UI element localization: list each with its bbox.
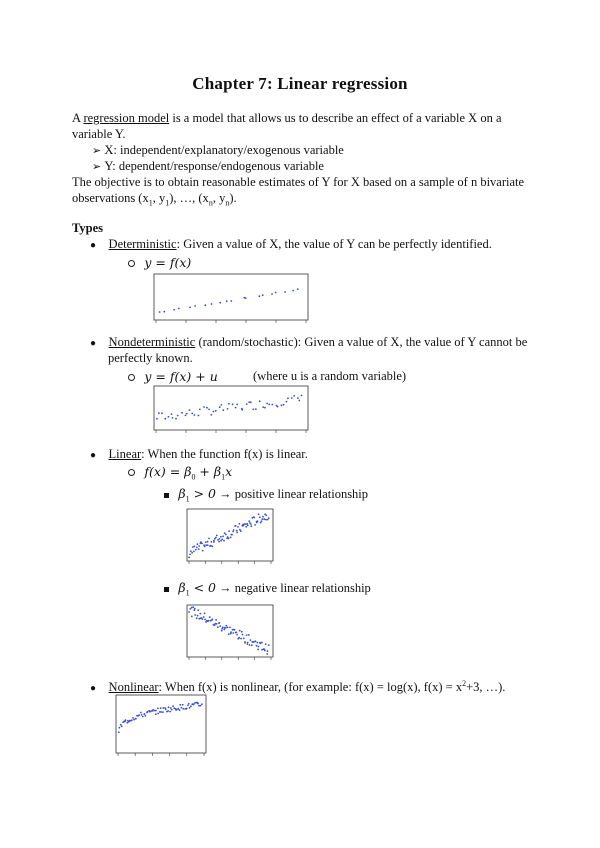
bullet-icon: ● xyxy=(90,450,97,461)
objective-line-2: observations ($x_1$, $y_1$), …, ($x_n$, $y_n$). xyxy=(72,191,237,208)
deterministic-item: ● Deterministic: Given a value of X, the value of Y can be perfectly identified. xyxy=(90,237,492,251)
scatter-point xyxy=(127,722,129,724)
scatter-point xyxy=(157,713,159,715)
scatter-point xyxy=(227,408,229,410)
scatter-point xyxy=(199,613,201,615)
scatter-point xyxy=(198,545,200,547)
scatter-point xyxy=(219,302,221,304)
page-title: Chapter 7: Linear regression xyxy=(192,74,408,93)
scatter-point xyxy=(253,517,255,519)
scatter-point xyxy=(230,631,232,633)
scatter-point xyxy=(164,418,166,420)
scatter-point xyxy=(267,519,269,521)
scatter-point xyxy=(261,520,263,522)
scatter-point xyxy=(186,413,188,415)
scatter-point xyxy=(182,704,184,706)
bullet-icon: ● xyxy=(90,240,97,251)
scatter-point xyxy=(230,537,232,539)
scatter-point xyxy=(215,619,217,621)
scatter-point xyxy=(241,409,243,411)
intro-line-2: variable Y. xyxy=(72,127,126,141)
objective-line-1: The objective is to obtain reasonable estimates of Y for X based on a sample of n bivariate xyxy=(72,175,525,189)
scatter-point xyxy=(266,403,268,405)
scatter-point xyxy=(262,294,264,296)
scatter-point xyxy=(210,414,212,416)
scatter-point xyxy=(223,540,225,542)
arrowhead-icon: ➢ xyxy=(92,145,102,157)
scatter-point xyxy=(178,308,180,310)
scatter-point xyxy=(245,297,247,299)
scatter-point xyxy=(228,530,230,532)
scatter-point xyxy=(229,627,231,629)
scatter-point xyxy=(199,409,201,411)
scatter-point xyxy=(264,407,266,409)
scatter-point xyxy=(189,409,191,411)
scatter-point xyxy=(201,543,203,545)
scatter-point xyxy=(168,706,170,708)
scatter-point xyxy=(217,626,219,628)
scatter-point xyxy=(212,546,214,548)
scatter-point xyxy=(160,711,162,713)
regression-model-term: regression model xyxy=(83,111,170,125)
scatter-point xyxy=(198,705,200,707)
scatter-point xyxy=(156,418,158,420)
scatter-point xyxy=(172,417,174,419)
scatter-point xyxy=(189,608,191,610)
scatter-point xyxy=(179,709,181,711)
plot-frame xyxy=(154,386,308,430)
scatter-point xyxy=(208,409,210,411)
scatter-point xyxy=(221,630,223,632)
scatter-point xyxy=(240,530,242,532)
arrowhead-icon: ➢ xyxy=(92,161,102,173)
scatter-point xyxy=(207,544,209,546)
scatter-point xyxy=(232,632,234,634)
scatter-point xyxy=(135,718,137,720)
scatter-point xyxy=(256,642,258,644)
scatter-point xyxy=(259,516,261,518)
scatter-point xyxy=(255,408,257,410)
scatter-point xyxy=(208,620,210,622)
scatter-point xyxy=(261,518,263,520)
scatter-point xyxy=(255,640,257,642)
scatter-point xyxy=(236,532,238,534)
circle-bullet-icon xyxy=(128,469,135,476)
scatter-point xyxy=(216,623,218,625)
scatter-point xyxy=(228,403,230,405)
scatter-point xyxy=(155,713,157,715)
scatter-point xyxy=(196,547,198,549)
scatter-point xyxy=(204,546,206,548)
scatter-point xyxy=(287,397,289,399)
negative-linear-scatter-plot xyxy=(183,603,277,663)
scatter-point xyxy=(268,404,270,406)
scatter-point xyxy=(185,415,187,417)
scatter-point xyxy=(194,702,196,704)
scatter-point xyxy=(250,525,252,527)
scatter-point xyxy=(250,523,252,525)
scatter-point xyxy=(292,290,294,292)
scatter-point xyxy=(219,625,221,627)
scatter-point xyxy=(252,408,254,410)
scatter-point xyxy=(264,650,266,652)
scatter-point xyxy=(188,556,190,558)
scatter-point xyxy=(191,413,193,415)
scatter-point xyxy=(194,546,196,548)
scatter-point xyxy=(226,300,228,302)
scatter-point xyxy=(251,644,253,646)
scatter-point xyxy=(248,634,250,636)
scatter-point xyxy=(241,631,243,633)
scatter-point xyxy=(219,622,221,624)
scatter-point xyxy=(195,549,197,551)
random-variable-note: (where u is a random variable) xyxy=(253,369,407,383)
bullet-icon: ● xyxy=(90,338,97,349)
scatter-point xyxy=(243,525,245,527)
scatter-point xyxy=(246,634,248,636)
scatter-point xyxy=(206,407,208,409)
scatter-point xyxy=(165,708,167,710)
scatter-point xyxy=(197,543,199,545)
scatter-point xyxy=(211,541,213,543)
bullet-icon: ● xyxy=(90,683,97,695)
scatter-point xyxy=(238,523,240,525)
scatter-point xyxy=(168,416,170,418)
negative-relationship-item: $\beta_1 < 0$ → negative linear relationship xyxy=(164,579,371,602)
scatter-point xyxy=(225,534,227,536)
scatter-point xyxy=(194,414,196,416)
scatter-point xyxy=(218,541,220,543)
scatter-point xyxy=(147,711,149,713)
deterministic-scatter-plot xyxy=(150,272,312,326)
scatter-point xyxy=(293,395,295,397)
scatter-point xyxy=(235,525,237,527)
scatter-point xyxy=(193,551,195,553)
scatter-point xyxy=(213,541,215,543)
scatter-point xyxy=(191,552,193,554)
scatter-point xyxy=(163,311,165,313)
scatter-point xyxy=(190,550,192,552)
scatter-point xyxy=(225,625,227,627)
scatter-point xyxy=(248,520,250,522)
scatter-point xyxy=(284,291,286,293)
x-variable-item: ➢ X: independent/explanatory/exogenous variable xyxy=(92,143,344,157)
scatter-point xyxy=(231,534,233,536)
scatter-point xyxy=(243,638,245,640)
scatter-point xyxy=(237,526,239,528)
scatter-point xyxy=(118,731,120,733)
scatter-point xyxy=(215,410,217,412)
scatter-point xyxy=(158,412,160,414)
linear-formula: $f(x) = \beta_0 + \beta_1x$ xyxy=(128,463,232,486)
scatter-point xyxy=(263,518,265,520)
scatter-point xyxy=(205,541,207,543)
scatter-point xyxy=(261,642,263,644)
scatter-point xyxy=(179,704,181,706)
scatter-point xyxy=(298,400,300,402)
scatter-point xyxy=(162,711,164,713)
scatter-point xyxy=(186,708,188,710)
scatter-point xyxy=(291,397,293,399)
scatter-point xyxy=(257,520,259,522)
scatter-point xyxy=(265,519,267,521)
nondeterministic-formula: y = f(x) + u xyxy=(128,368,218,386)
scatter-point xyxy=(208,538,210,540)
scatter-point xyxy=(167,710,169,712)
scatter-point xyxy=(221,538,223,540)
scatter-point xyxy=(197,703,199,705)
scatter-point xyxy=(131,719,133,721)
scatter-point xyxy=(141,714,143,716)
scatter-point xyxy=(268,517,270,519)
scatter-point xyxy=(271,293,273,295)
scatter-point xyxy=(145,715,147,717)
scatter-point xyxy=(258,646,260,648)
scatter-point xyxy=(213,411,215,413)
scatter-point xyxy=(155,710,157,712)
scatter-point xyxy=(301,395,303,397)
scatter-point xyxy=(246,403,248,405)
scatter-point xyxy=(277,406,279,408)
scatter-point xyxy=(240,638,242,640)
scatter-point xyxy=(188,611,190,613)
square-bullet-icon xyxy=(164,493,169,498)
scatter-point xyxy=(196,617,198,619)
nondeterministic-item: ● Nondeterministic (random/stochastic): Given a value of X, the value of Y cannot be xyxy=(90,335,528,349)
scatter-point xyxy=(283,404,285,406)
scatter-point xyxy=(257,649,259,651)
scatter-point xyxy=(203,616,205,618)
scatter-point xyxy=(228,538,230,540)
scatter-point xyxy=(262,406,264,408)
scatter-point xyxy=(202,550,204,552)
types-heading: Types xyxy=(72,221,104,235)
plot-frame xyxy=(154,274,308,320)
scatter-point xyxy=(266,653,268,655)
scatter-point xyxy=(157,707,159,709)
scatter-point xyxy=(286,401,288,403)
scatter-point xyxy=(220,540,222,542)
scatter-point xyxy=(227,626,229,628)
linear-item: ● Linear: When the function f(x) is linear. xyxy=(90,447,308,461)
scatter-point xyxy=(138,714,140,716)
scatter-point xyxy=(247,643,249,645)
scatter-point xyxy=(258,513,260,515)
scatter-point xyxy=(173,309,175,311)
scatter-point xyxy=(232,403,234,405)
scatter-point xyxy=(190,705,192,707)
scatter-point xyxy=(162,707,164,709)
scatter-point xyxy=(200,705,202,707)
scatter-point xyxy=(236,634,238,636)
scatter-point xyxy=(132,717,134,719)
scatter-point xyxy=(161,412,163,414)
scatter-point xyxy=(247,525,249,527)
scatter-point xyxy=(212,618,214,620)
scatter-point xyxy=(250,639,252,641)
positive-relationship-item: $\beta_1 > 0$ → positive linear relationship xyxy=(164,485,368,508)
scatter-point xyxy=(120,724,122,726)
scatter-point xyxy=(262,516,264,518)
scatter-point xyxy=(230,300,232,302)
scatter-point xyxy=(187,705,189,707)
scatter-point xyxy=(244,642,246,644)
scatter-point xyxy=(172,705,174,707)
scatter-point xyxy=(121,725,123,727)
scatter-point xyxy=(265,643,267,645)
square-bullet-icon xyxy=(164,587,169,592)
circle-bullet-icon xyxy=(128,260,135,267)
deterministic-formula: y = f(x) xyxy=(128,254,191,272)
scatter-point xyxy=(297,397,299,399)
scatter-point xyxy=(236,632,238,634)
scatter-point xyxy=(201,703,203,705)
scatter-point xyxy=(236,404,238,406)
scatter-point xyxy=(222,535,224,537)
scatter-point xyxy=(217,539,219,541)
scatter-point xyxy=(140,712,142,714)
scatter-point xyxy=(171,709,173,711)
scatter-point xyxy=(204,619,206,621)
scatter-point xyxy=(267,650,269,652)
scatter-point xyxy=(236,530,238,532)
scatter-point xyxy=(125,719,127,721)
nondeterministic-scatter-plot xyxy=(150,384,312,436)
scatter-point xyxy=(238,637,240,639)
scatter-point xyxy=(194,614,196,616)
circle-bullet-icon xyxy=(128,374,135,381)
scatter-point xyxy=(204,613,206,615)
scatter-point xyxy=(254,524,256,526)
scatter-point xyxy=(194,608,196,610)
scatter-point xyxy=(222,627,224,629)
scatter-point xyxy=(203,406,205,408)
scatter-point xyxy=(209,616,211,618)
scatter-point xyxy=(222,409,224,411)
scatter-point xyxy=(177,415,179,417)
scatter-point xyxy=(181,707,183,709)
nonlinear-item: ● Nonlinear: When f(x) is nonlinear, (for example: f(x) = log(x), $f(x) = x^2+3$, …). xyxy=(90,679,506,695)
scatter-point xyxy=(219,406,221,408)
scatter-point xyxy=(197,609,199,611)
scatter-point xyxy=(242,634,244,636)
scatter-point xyxy=(177,708,179,710)
scatter-point xyxy=(192,606,194,608)
scatter-point xyxy=(189,707,191,709)
scatter-point xyxy=(198,548,200,550)
scatter-point xyxy=(170,707,172,709)
scatter-point xyxy=(245,526,247,528)
scatter-point xyxy=(228,633,230,635)
scatter-point xyxy=(204,304,206,306)
y-variable-item: ➢ Y: dependent/response/endogenous variable xyxy=(92,159,324,173)
scatter-point xyxy=(169,711,171,713)
intro-line-1: A regression model is a model that allows us to describe an effect of a variable X on a xyxy=(72,111,502,125)
scatter-point xyxy=(215,537,217,539)
scatter-point xyxy=(265,515,267,517)
scatter-point xyxy=(249,644,251,646)
scatter-point xyxy=(234,629,236,631)
scatter-point xyxy=(259,400,261,402)
scatter-point xyxy=(297,288,299,290)
scatter-point xyxy=(247,642,249,644)
scatter-point xyxy=(281,404,283,406)
nonlinear-scatter-plot xyxy=(112,693,210,759)
scatter-point xyxy=(235,407,237,409)
scatter-point xyxy=(216,535,218,537)
scatter-point xyxy=(271,404,273,406)
scatter-point xyxy=(159,311,161,313)
scatter-point xyxy=(250,401,252,403)
scatter-point xyxy=(194,305,196,307)
scatter-point xyxy=(182,708,184,710)
scatter-point xyxy=(160,707,162,709)
scatter-point xyxy=(181,412,183,414)
scatter-point xyxy=(188,703,190,705)
scatter-point xyxy=(225,627,227,629)
positive-linear-scatter-plot xyxy=(183,507,277,567)
scatter-point xyxy=(142,716,144,718)
scatter-point xyxy=(219,538,221,540)
scatter-point xyxy=(256,645,258,647)
scatter-point xyxy=(268,644,270,646)
scatter-point xyxy=(223,629,225,631)
scatter-point xyxy=(211,303,213,305)
scatter-point xyxy=(175,418,177,420)
scatter-point xyxy=(207,541,209,543)
scatter-point xyxy=(189,554,191,556)
scatter-point xyxy=(239,630,241,632)
scatter-point xyxy=(144,713,146,715)
scatter-point xyxy=(233,529,235,531)
scatter-point xyxy=(202,618,204,620)
nondeterministic-item-cont: perfectly known. xyxy=(108,351,193,365)
scatter-point xyxy=(171,413,173,415)
scatter-point xyxy=(220,404,222,406)
scatter-point xyxy=(119,727,121,729)
scatter-point xyxy=(189,306,191,308)
scatter-point xyxy=(197,615,199,617)
scatter-point xyxy=(275,292,277,294)
scatter-point xyxy=(243,523,245,525)
scatter-point xyxy=(191,607,193,609)
scatter-point xyxy=(258,295,260,297)
scatter-point xyxy=(220,536,222,538)
scatter-point xyxy=(198,415,200,417)
scatter-point xyxy=(191,616,193,618)
